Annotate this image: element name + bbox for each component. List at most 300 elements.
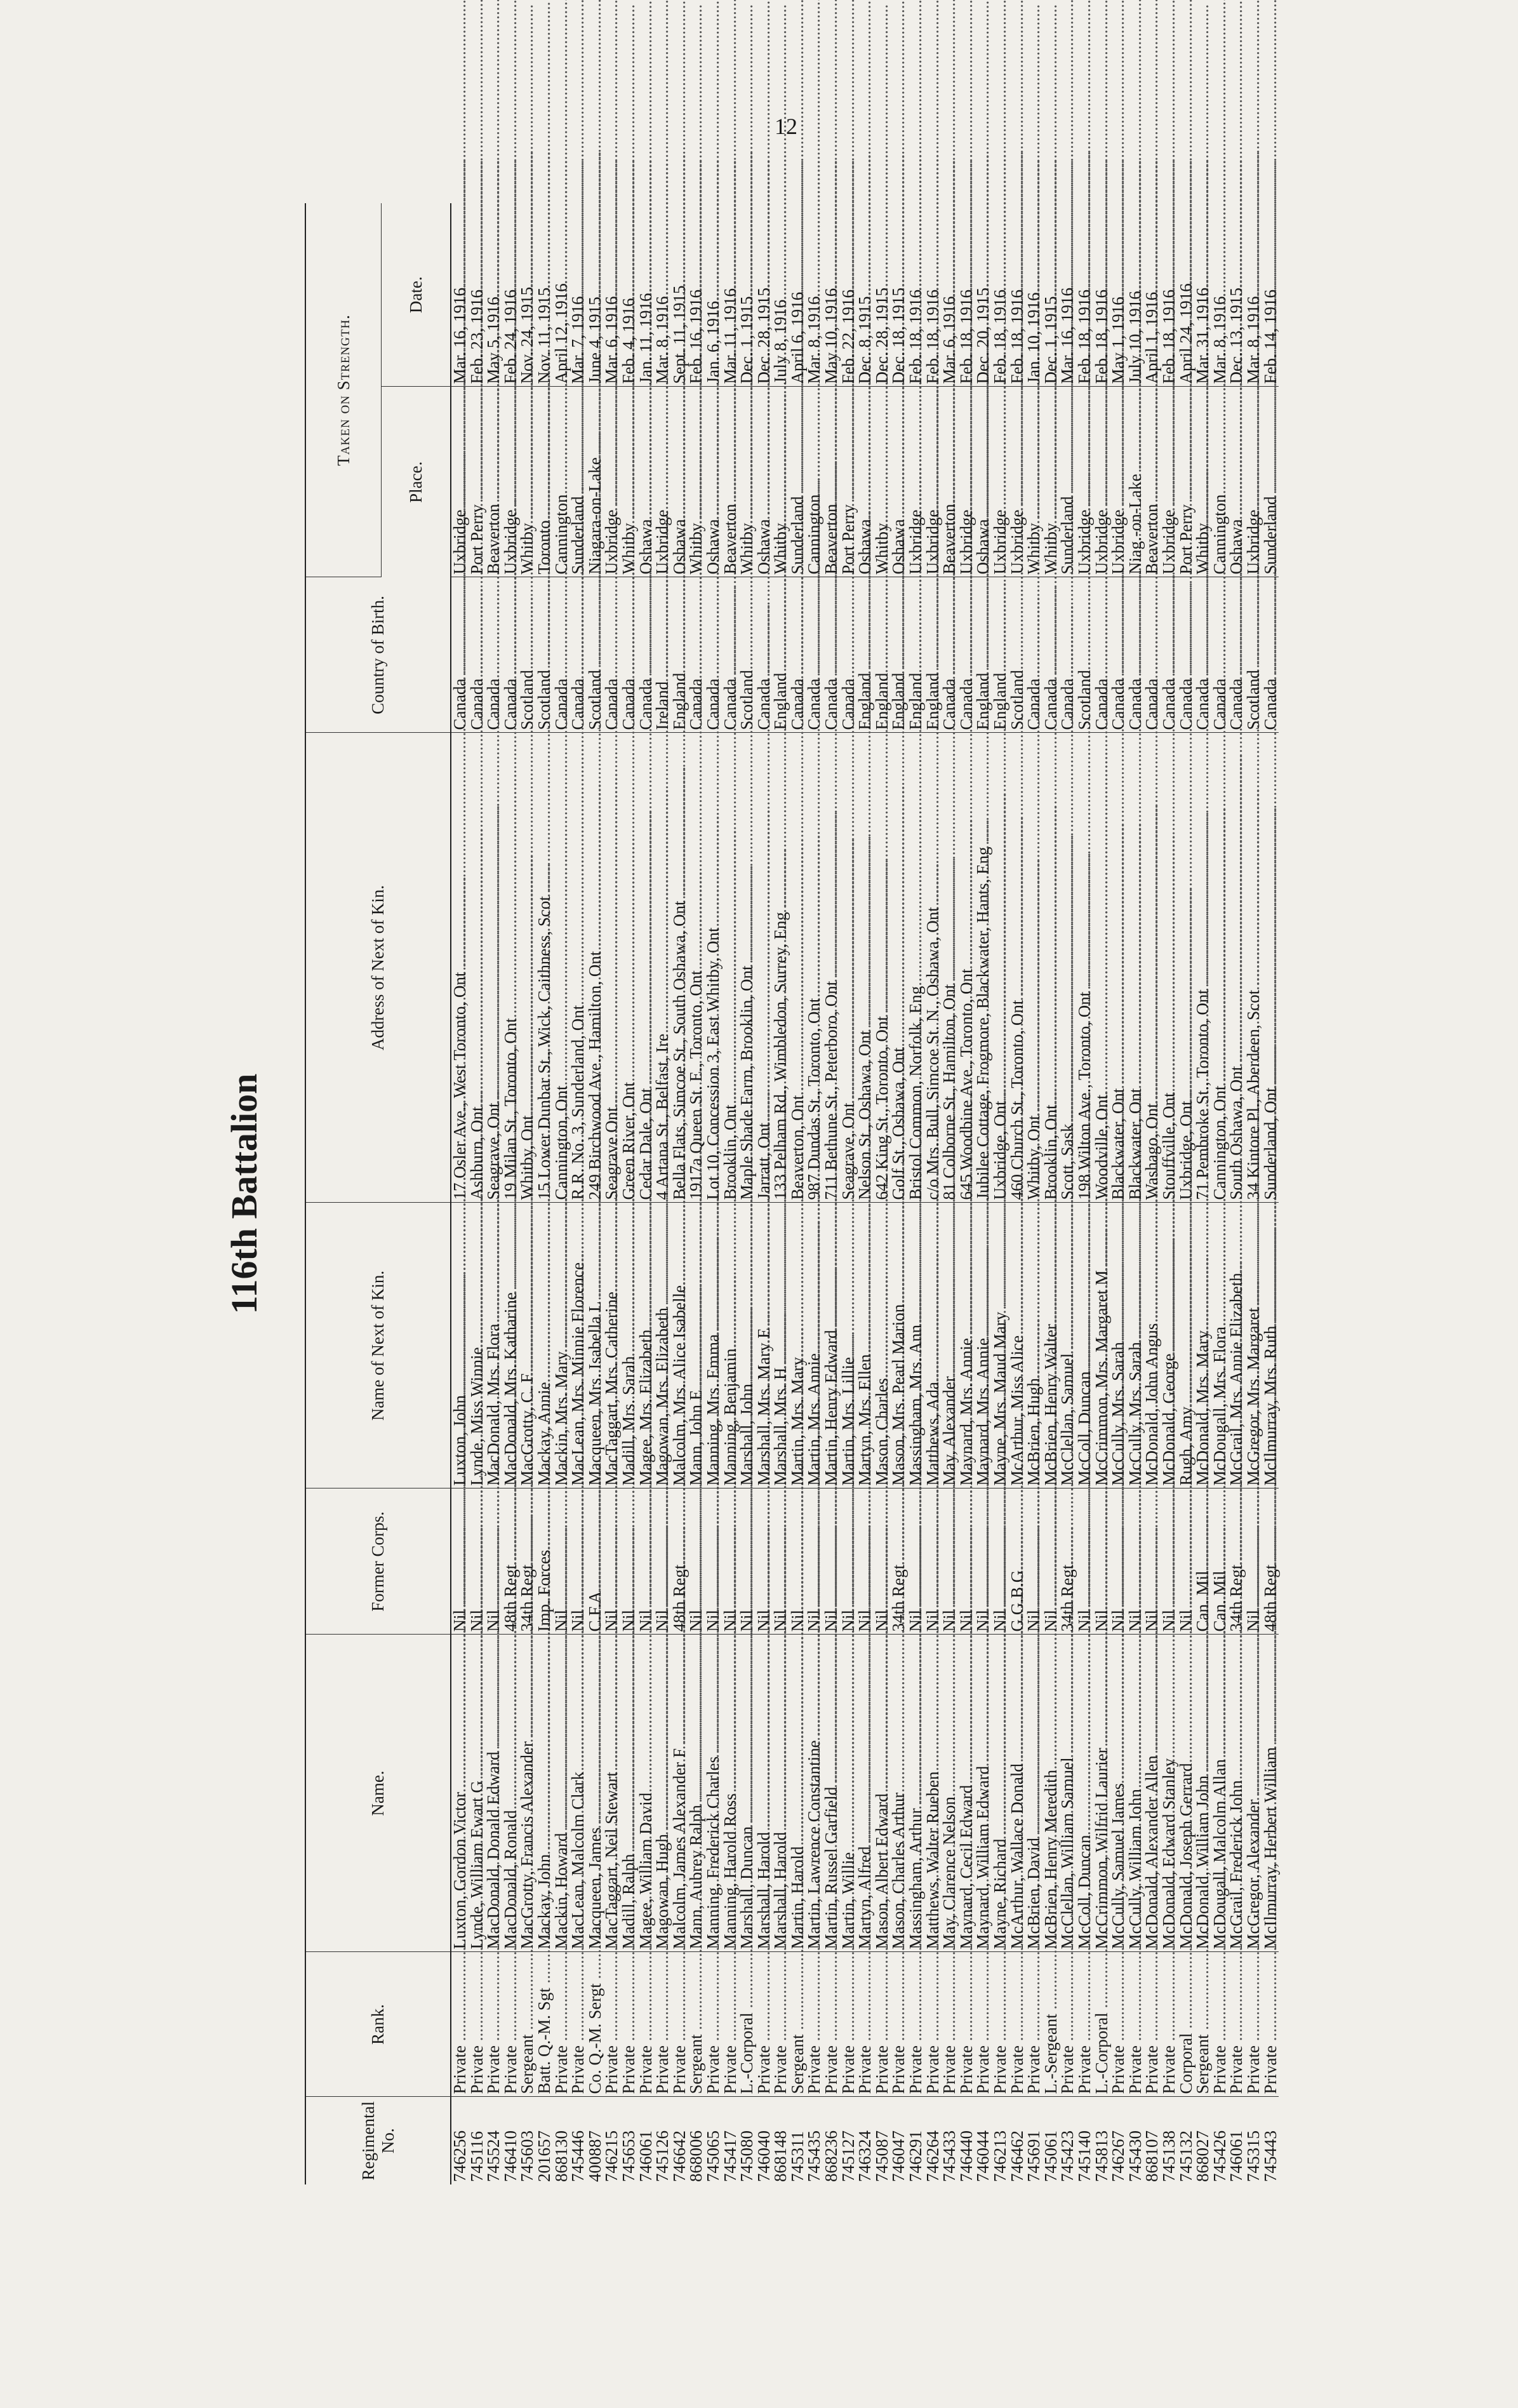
cell-next-of-kin: Mackin, Mrs. Mary ..... [553,1203,570,1488]
cell-date: Feb. 14, 1916 [1262,203,1279,387]
cell-rank: Private ..... [941,1952,958,2097]
cell-name: Luxton, Gordon Victor ..... [451,1635,469,1952]
cell-former-corps: Nil ..... [738,1488,756,1635]
cell-address: Stouffville, Ont ..... [1161,733,1178,1203]
cell-country: Canada ..... [1110,577,1127,733]
cell-place: Oshawa ..... [975,387,992,577]
cell-regimental-no: 745423 [1058,2130,1077,2182]
cell-regimental-no: 745140 [1074,2130,1094,2182]
cell-next-of-kin: McDonald, Mrs. Mary ..... [1194,1203,1211,1488]
table-row [688,203,705,2184]
cell-place: Oshawa ..... [856,387,874,577]
table-row [587,203,604,2184]
cell-place: Whitby ..... [1025,387,1042,577]
cell-regimental-no: 746213 [990,2130,1009,2182]
cell-place: Uxbridge ..... [958,387,975,577]
cell-regimental-no: 746324 [855,2130,875,2182]
col-regimental-no: Regimental No. [358,2101,397,2181]
cell-place: Cannington ..... [553,387,570,577]
table-row [1161,203,1178,2184]
col-date: Date. [382,203,451,387]
cell-address: Nelson St., Oshawa, Ont ..... [856,733,874,1203]
cell-rank: Private ..... [553,1952,570,2097]
table-row [1042,203,1060,2184]
cell-regimental-no: 746061 [1227,2130,1246,2182]
cell-address: Jarratt, Ont ..... [756,733,773,1203]
cell-name: MacDonald, Donald Edward ..... [485,1635,502,1952]
cell-date: Mar. 8, 1916 [806,203,823,387]
cell-name: Mackay, John ..... [536,1635,553,1952]
cell-address: Seagrave, Ont ..... [485,733,502,1203]
cell-address: 133 Pelham Rd., Wimbledon, Surrey, Eng ..... [772,733,789,1203]
cell-regimental-no: 745061 [1041,2130,1060,2182]
cell-place: Oshawa ..... [705,387,722,577]
table-row [1143,203,1161,2184]
cell-rank: Private ..... [907,1952,924,2097]
table-row [705,203,722,2184]
cell-former-corps: Nil ..... [654,1488,671,1635]
cell-address: Whitby, Ont ..... [519,733,536,1203]
cell-country: Scotland ..... [1245,577,1262,733]
cell-former-corps: Nil ..... [975,1488,992,1635]
cell-next-of-kin: Madill, Mrs. Sarah ..... [620,1203,637,1488]
cell-regimental-no: 745132 [1176,2130,1195,2182]
cell-address: 17 Osler Ave., West Toronto, Ont ..... [451,733,469,1203]
cell-country: Scotland ..... [587,577,604,733]
table-row [637,203,655,2184]
cell-former-corps: Nil ..... [1143,1488,1161,1635]
cell-name: McGregor, Alexander ..... [1245,1635,1262,1952]
cell-country: Canada ..... [1262,577,1279,733]
cell-rank: Private ..... [958,1952,975,2097]
cell-country: Canada ..... [637,577,655,733]
cell-address: 15 Lower Dunbar St., Wick, Caithness, Scot ..... [536,733,553,1203]
table-row [603,203,620,2184]
cell-name: Martin, Lawrence Constantine ..... [806,1635,823,1952]
cell-place: Whitby ..... [1194,387,1211,577]
cell-name: MacGrotty, Francis Alexander ..... [519,1635,536,1952]
cell-rank: Private ..... [1110,1952,1127,2097]
cell-name: McIlmurray, Herbert William ..... [1262,1635,1279,1952]
cell-country: Canada ..... [451,577,469,733]
cell-regimental-no: 746267 [1109,2130,1128,2182]
cell-next-of-kin: Mason, Charles ..... [874,1203,891,1488]
table-row [1076,203,1093,2184]
cell-country: Canada ..... [789,577,806,733]
table-row [1245,203,1262,2184]
cell-regimental-no: 745433 [940,2130,959,2182]
cell-place: Uxbridge ..... [451,387,469,577]
cell-name: Manning, Harold Ross ..... [722,1635,739,1952]
cell-former-corps: Nil ..... [1093,1488,1110,1635]
cell-former-corps: Nil ..... [1110,1488,1127,1635]
cell-regimental-no: 745127 [838,2130,858,2182]
cell-regimental-no: 745443 [1260,2130,1280,2182]
cell-date: April 12, 1916 [553,203,570,387]
cell-date: April 6, 1916 [789,203,806,387]
table-row [856,203,874,2184]
cell-country: Canada ..... [603,577,620,733]
cell-former-corps: Nil ..... [856,1488,874,1635]
cell-country: Canada ..... [1059,577,1076,733]
table-row [958,203,975,2184]
cell-next-of-kin: Martin, Mrs. Lillie ..... [840,1203,857,1488]
cell-regimental-no: 746410 [500,2130,520,2182]
cell-name: McBrien, Henry Meredith ..... [1042,1635,1060,1952]
cell-address: Seagrave Ont ..... [603,733,620,1203]
cell-address: Blackwater, Ont ..... [1127,733,1144,1203]
cell-place: Oshawa ..... [890,387,907,577]
cell-next-of-kin: Martin, Mrs. Annie ..... [806,1203,823,1488]
cell-regimental-no: 745430 [1125,2130,1145,2182]
cell-address: Green River, Ont ..... [620,733,637,1203]
col-next-of-kin: Name of Next of Kin. [305,1203,451,1488]
cell-date: June 4, 1915 [587,203,604,387]
cell-place: Sunderland ..... [1059,387,1076,577]
cell-next-of-kin: McClellan, Samuel ..... [1059,1203,1076,1488]
cell-next-of-kin: Manning, Mrs. Emma ..... [705,1203,722,1488]
cell-country: Canada ..... [485,577,502,733]
cell-rank: Private ..... [992,1952,1009,2097]
cell-address: 198 Wilton Ave., Toronto, Ont ..... [1076,733,1093,1203]
cell-name: Marshall, Harold ..... [772,1635,789,1952]
cell-next-of-kin: McArthur, Miss Alice ..... [1009,1203,1026,1488]
cell-country: Canada ..... [1025,577,1042,733]
cell-former-corps: Nil ..... [907,1488,924,1635]
cell-address: Seagrave, Ont ..... [840,733,857,1203]
cell-place: Uxbridge ..... [502,387,519,577]
cell-former-corps: Nil ..... [1127,1488,1144,1635]
cell-next-of-kin: Mason, Mrs. Pearl Marion ..... [890,1203,907,1488]
cell-regimental-no: 746047 [889,2130,909,2182]
cell-country: Canada ..... [1194,577,1211,733]
cell-rank: Co. Q.-M. Sergt ..... [587,1952,604,2097]
cell-rank: Private ..... [1059,1952,1076,2097]
cell-place: Whitby ..... [1042,387,1060,577]
table-row [1009,203,1026,2184]
cell-regimental-no: 868130 [551,2130,571,2182]
cell-former-corps: Nil ..... [840,1488,857,1635]
nominal-roll-table [305,203,1279,2184]
cell-date: Feb. 18, 1916 [1009,203,1026,387]
cell-rank: Private ..... [975,1952,992,2097]
cell-rank: Private ..... [671,1952,688,2097]
cell-former-corps: Nil ..... [485,1488,502,1635]
cell-place: Oshawa ..... [637,387,655,577]
cell-rank: Private ..... [924,1952,942,2097]
cell-rank: Private ..... [1161,1952,1178,2097]
cell-name: Martyn, Alfred ..... [856,1635,874,1952]
cell-name: McDougall, Malcolm Allan ..... [1211,1635,1228,1952]
cell-country: Canada ..... [722,577,739,733]
cell-address: Golf St., Oshawa, Ont ..... [890,733,907,1203]
cell-regimental-no: 868027 [1193,2130,1213,2182]
cell-name: Macqueen, James ..... [587,1635,604,1952]
col-rank: Rank. [305,1952,451,2097]
cell-former-corps: Nil ..... [603,1488,620,1635]
cell-date: Dec. 13, 1915 [1228,203,1245,387]
table-row [772,203,789,2184]
cell-next-of-kin: Martyn, Mrs. Ellen ..... [856,1203,874,1488]
cell-name: Massingham, Arthur ..... [907,1635,924,1952]
cell-date: Feb. 18, 1916 [958,203,975,387]
cell-address: Cannington, Ont ..... [1211,733,1228,1203]
cell-date: Feb. 18, 1916 [1076,203,1093,387]
cell-address: R.R. No. 3, Sunderland, Ont ..... [569,733,587,1203]
cell-former-corps: 48th Regt ..... [671,1488,688,1635]
cell-place: Uxbridge ..... [654,387,671,577]
cell-rank: Private ..... [451,1952,469,2097]
cell-date: May 5, 1916 [485,203,502,387]
cell-name: McDonald, William John ..... [1194,1635,1211,1952]
cell-country: Scotland ..... [1009,577,1026,733]
cell-rank: Private ..... [1009,1952,1026,2097]
table-row [569,203,587,2184]
cell-next-of-kin: MacTaggart, Mrs. Catherine ..... [603,1203,620,1488]
cell-regimental-no: 746642 [669,2130,689,2182]
cell-country: Canada ..... [823,577,840,733]
cell-regimental-no: 745065 [703,2130,722,2182]
cell-next-of-kin: McCully, Mrs. Sarah ..... [1127,1203,1144,1488]
cell-rank: Private ..... [1076,1952,1093,2097]
cell-regimental-no: 746256 [450,2130,469,2182]
cell-country: Canada ..... [756,577,773,733]
cell-name: MacLean, Malcolm Clark ..... [569,1635,587,1952]
cell-former-corps: Nil ..... [637,1488,655,1635]
cell-rank: Private ..... [1211,1952,1228,2097]
table-row [806,203,823,2184]
cell-regimental-no: 868236 [822,2130,841,2182]
cell-next-of-kin: McCully, Mrs. Sarah ..... [1110,1203,1127,1488]
cell-next-of-kin: McCrimmon, Mrs. Margaret M ..... [1093,1203,1110,1488]
cell-date: May 10, 1916 [823,203,840,387]
cell-rank: Private ..... [856,1952,874,2097]
cell-name: McGrail, Frederick John ..... [1228,1635,1245,1952]
cell-country: Canada ..... [553,577,570,733]
cell-name: McColl, Duncan ..... [1076,1635,1093,1952]
cell-address: Brooklin, Ont ..... [1042,733,1060,1203]
cell-next-of-kin: Matthews, Ada ..... [924,1203,942,1488]
cell-place: Whitby ..... [620,387,637,577]
cell-next-of-kin: MacGrotty, C. F ..... [519,1203,536,1488]
cell-regimental-no: 745524 [484,2130,503,2182]
cell-next-of-kin: Magowan, Mrs. Elizabeth ..... [654,1203,671,1488]
cell-place: Whitby ..... [688,387,705,577]
cell-former-corps: 48th Regt ..... [502,1488,519,1635]
cell-former-corps: Nil ..... [789,1488,806,1635]
table-row [1025,203,1042,2184]
cell-next-of-kin: Marshall, Mrs. H ..... [772,1203,789,1488]
cell-former-corps: Nil ..... [469,1488,486,1635]
cell-name: May, Clarence Nelson ..... [941,1635,958,1952]
cell-place: Port Perry ..... [1178,387,1195,577]
cell-former-corps: Nil ..... [941,1488,958,1635]
cell-name: McCully, Samuel James ..... [1110,1635,1127,1952]
cell-place: Uxbridge ..... [1093,387,1110,577]
cell-address: Uxbridge, Ont ..... [992,733,1009,1203]
cell-next-of-kin: Martin, Mrs. Mary ..... [789,1203,806,1488]
cell-former-corps: Can. Mil ..... [1194,1488,1211,1635]
cell-address: Scott, Sask ..... [1059,733,1076,1203]
cell-country: Canada ..... [840,577,857,733]
cell-next-of-kin: McIlmurray, Mrs. Ruth ..... [1262,1203,1279,1488]
cell-rank: Corporal ..... [1178,1952,1195,2097]
cell-date: Sept. 11, 1915 [671,203,688,387]
cell-address: Lot 10, Concession 3, East Whitby, Ont ..... [705,733,722,1203]
cell-place: Niag.-on-Lake ..... [1127,387,1144,577]
cell-former-corps: Nil ..... [722,1488,739,1635]
cell-next-of-kin: McDonald, John Angus ..... [1143,1203,1161,1488]
cell-rank: Private ..... [806,1952,823,2097]
cell-regimental-no: 868107 [1142,2130,1162,2182]
cell-country: England ..... [890,577,907,733]
cell-address: Uxbridge, Ont ..... [1178,733,1195,1203]
cell-date: Mar. 8, 1916 [1211,203,1228,387]
cell-former-corps: Nil ..... [924,1488,942,1635]
col-taken-on-strength: Taken on Strength. [305,203,382,577]
cell-address: Bella Flats, Simcoe St., South Oshawa, Ont ..... [671,733,688,1203]
cell-date: Dec. 18, 1915 [890,203,907,387]
cell-rank: Private ..... [620,1952,637,2097]
cell-regimental-no: 745603 [517,2130,537,2182]
cell-regimental-no: 745426 [1209,2130,1229,2182]
table-row [1194,203,1211,2184]
cell-country: Canada ..... [958,577,975,733]
cell-date: Nov. 11, 1915 [536,203,553,387]
cell-address: 460 Church St., Toronto, Ont ..... [1009,733,1026,1203]
table-row [469,203,486,2184]
cell-name: McClellan, William Samuel ..... [1059,1635,1076,1952]
cell-address: 711 Bethune St., Peterboro, Ont ..... [823,733,840,1203]
cell-address: Ashburn, Ont ..... [469,733,486,1203]
cell-place: Whitby ..... [519,387,536,577]
cell-name: McCrimmon, Wilfrid Laurier ..... [1093,1635,1110,1952]
cell-address: 645 Woodbine Ave., Toronto, Ont ..... [958,733,975,1203]
cell-rank: Private ..... [890,1952,907,2097]
cell-date: May 1, 1916 [1110,203,1127,387]
cell-place: Cannington ..... [1211,387,1228,577]
cell-regimental-no: 745417 [720,2130,740,2182]
cell-former-corps: Nil ..... [451,1488,469,1635]
cell-rank: Private ..... [1127,1952,1144,2097]
cell-name: Lynde, William Ewart G ..... [469,1635,486,1952]
cell-place: Beaverton ..... [485,387,502,577]
cell-rank: Private ..... [469,1952,486,2097]
col-country: Country of Birth. [305,577,451,733]
table-row [553,203,570,2184]
cell-name: Mason, Albert Edward ..... [874,1635,891,1952]
cell-name: Maynard, William Edward ..... [975,1635,992,1952]
table-row [1127,203,1144,2184]
cell-former-corps: Nil ..... [1245,1488,1262,1635]
cell-regimental-no: 745080 [737,2130,757,2182]
cell-next-of-kin: McDougall, Mrs. Flora ..... [1211,1203,1228,1488]
cell-former-corps: 34th Regt ..... [1059,1488,1076,1635]
cell-next-of-kin: McBrien, Hugh ..... [1025,1203,1042,1488]
cell-former-corps: Nil ..... [874,1488,891,1635]
cell-rank: Private ..... [1228,1952,1245,2097]
table-row [485,203,502,2184]
table-row [502,203,519,2184]
cell-former-corps: C.F.A ..... [587,1488,604,1635]
cell-former-corps: Nil ..... [1161,1488,1178,1635]
cell-date: Feb. 18, 1916 [907,203,924,387]
cell-former-corps: Nil ..... [569,1488,587,1635]
cell-place: Oshawa ..... [671,387,688,577]
cell-date: Jan. 10, 1916 [1025,203,1042,387]
cell-date: April 1, 1916 [1143,203,1161,387]
cell-rank: L.-Sergeant ..... [1042,1952,1060,2097]
table-row [890,203,907,2184]
cell-regimental-no: 745435 [804,2130,824,2182]
cell-country: Scotland ..... [519,577,536,733]
cell-next-of-kin: Macqueen, Mrs. Isabella L ..... [587,1203,604,1488]
cell-name: McArthur, Wallace Donald ..... [1009,1635,1026,1952]
cell-rank: Private ..... [654,1952,671,2097]
cell-place: Beaverton ..... [1143,387,1161,577]
cell-next-of-kin: Manning, Benjamin ..... [722,1203,739,1488]
cell-place: Uxbridge ..... [1110,387,1127,577]
cell-date: Mar. 7, 1916 [569,203,587,387]
cell-date: Feb. 4, 1916 [620,203,637,387]
cell-date: Feb. 18, 1916 [1161,203,1178,387]
cell-date: Feb. 18, 1916 [924,203,942,387]
cell-former-corps: Nil ..... [688,1488,705,1635]
cell-rank: Private ..... [1025,1952,1042,2097]
cell-place: Niagara-on-Lake ..... [587,387,604,577]
cell-date: Jan. 11, 1916 [637,203,655,387]
cell-name: Marshall, Duncan ..... [738,1635,756,1952]
cell-place: Sunderland ..... [1262,387,1279,577]
page-number: 12 [775,114,797,139]
cell-place: Oshawa ..... [756,387,773,577]
cell-name: Mann, Aubrey Ralph ..... [688,1635,705,1952]
cell-date: Dec. 8, 1915 [856,203,874,387]
cell-next-of-kin: McColl, Duncan ..... [1076,1203,1093,1488]
cell-former-corps: Nil ..... [1042,1488,1060,1635]
cell-regimental-no: 746044 [973,2130,993,2182]
cell-country: England ..... [856,577,874,733]
cell-date: Nov. 24, 1915 [519,203,536,387]
cell-country: Scotland ..... [1076,577,1093,733]
cell-country: Canada ..... [502,577,519,733]
cell-former-corps: Nil ..... [553,1488,570,1635]
table-row [1059,203,1076,2184]
cell-regimental-no: 745653 [618,2130,638,2182]
cell-next-of-kin: Mackay, Annie ..... [536,1203,553,1488]
cell-address: Brooklin, Ont ..... [722,733,739,1203]
cell-rank: Private ..... [569,1952,587,2097]
cell-name: McDonald, Edward Stanley ..... [1161,1635,1178,1952]
table-row [924,203,942,2184]
cell-place: Whitby ..... [874,387,891,577]
cell-place: Beaverton ..... [941,387,958,577]
cell-place: Uxbridge ..... [1009,387,1026,577]
col-name: Name. [305,1635,451,1952]
cell-place: Whitby ..... [738,387,756,577]
cell-name: Marshall, Harold ..... [756,1635,773,1952]
cell-former-corps: Nil ..... [1025,1488,1042,1635]
cell-country: England ..... [671,577,688,733]
cell-date: Mar. 6, 1916 [941,203,958,387]
cell-address: Jubilee Cottage, Frogmore, Blackwater, Hants, Eng ..... [975,733,992,1203]
cell-date: Dec. 28, 1915 [756,203,773,387]
cell-next-of-kin: McDonald, George ..... [1161,1203,1178,1488]
cell-place: Uxbridge ..... [907,387,924,577]
cell-former-corps: Nil ..... [772,1488,789,1635]
cell-rank: Private ..... [772,1952,789,2097]
cell-date: Dec. 20, 1915 [975,203,992,387]
